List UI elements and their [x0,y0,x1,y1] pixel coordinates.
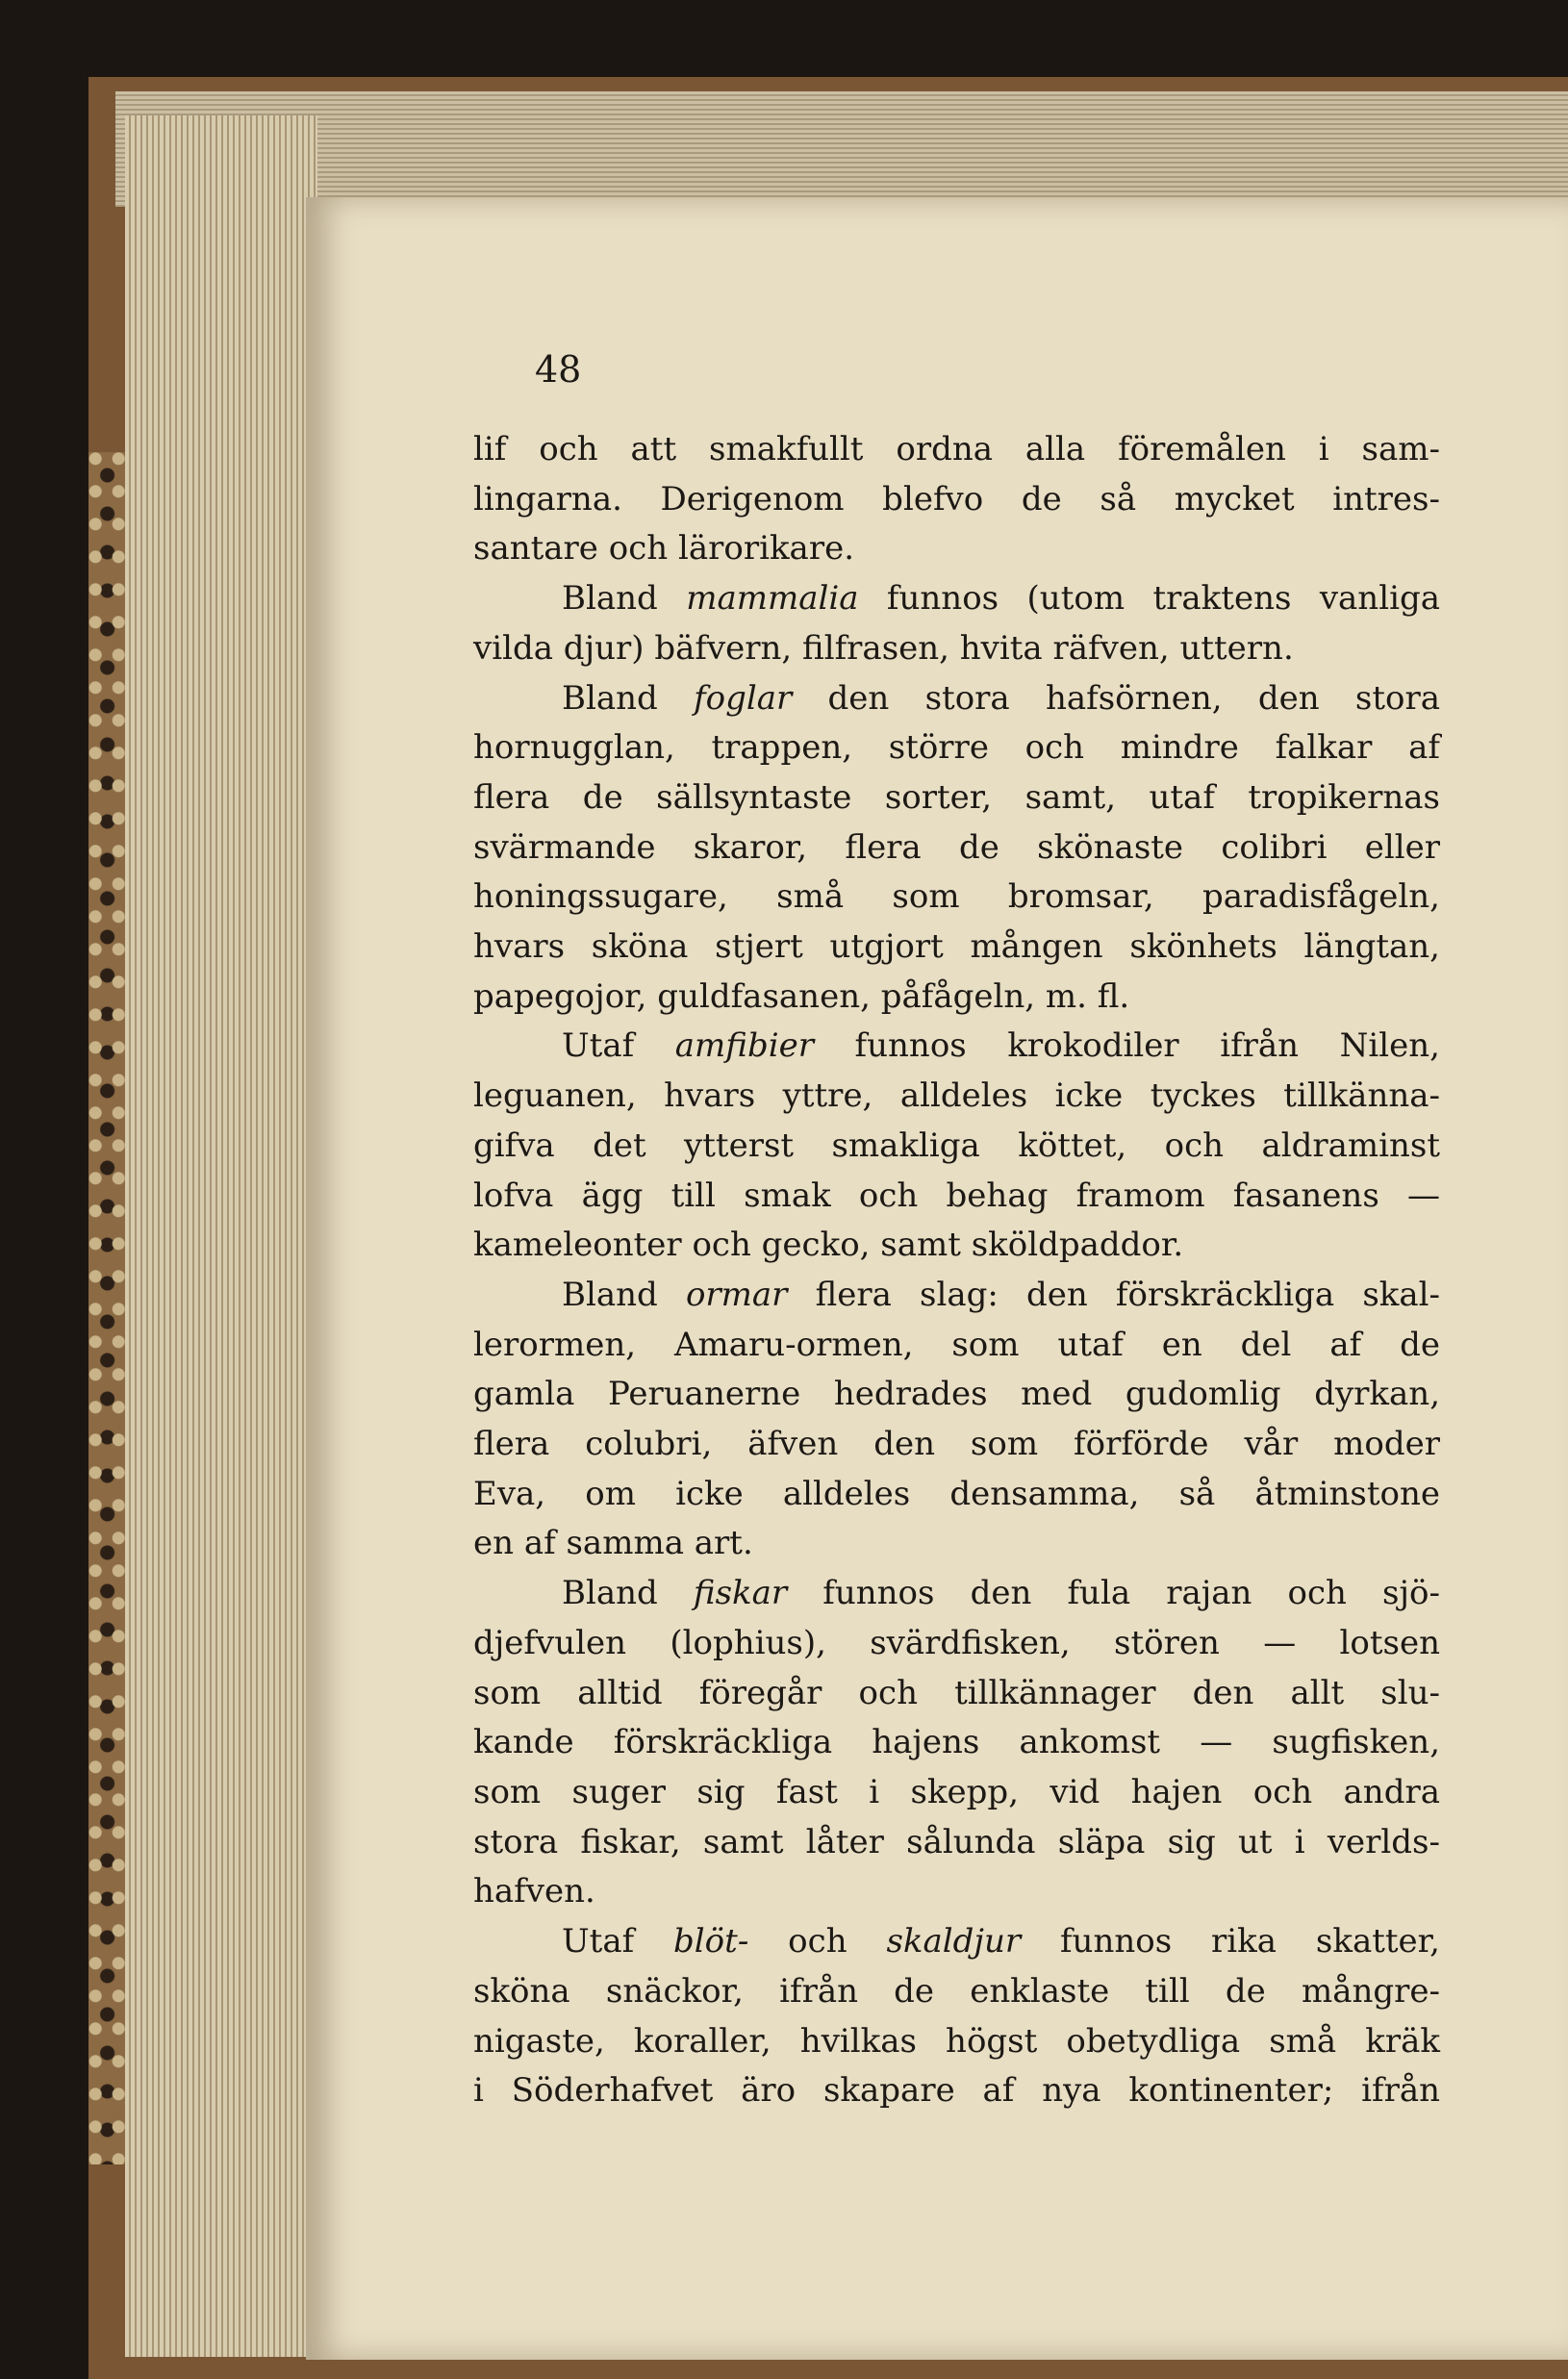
text-span: lif och att smakfullt ordna alla föremålen i sam- [473,430,1440,468]
text-span: och [748,1922,887,1961]
text-line [473,823,1440,873]
text-span: Bland [562,1275,686,1314]
text-span: funnos den fula rajan och sjö- [787,1574,1440,1613]
text-line [473,923,1440,973]
page-number: 48 [535,348,582,391]
text-span: funnos (utom traktens vanliga [858,579,1440,619]
text-line [473,524,1440,574]
text-span: stora fiskar, samt låter sålunda släpa sig ut i verlds- [473,1822,1440,1861]
text-line [473,1768,1440,1818]
text-span: hvars sköna stjert utgjort mången skönhets längtan, [473,927,1440,967]
marbled-edge [89,452,125,2164]
text-span: vilda djur) bäfvern, filfrasen, hvita räfven, uttern. [473,628,1294,668]
text-line [473,1271,1440,1321]
text-span: den stora hafsörnen, den stora [792,678,1440,718]
text-span: santare och lärorikare. [473,529,854,569]
italic-term: amfibier [674,1026,814,1066]
text-span: flera slag: den förskräckliga skal- [787,1275,1441,1314]
text-span: lofva ägg till smak och behag framom fasanens — [473,1176,1440,1215]
italic-term: ormar [685,1275,788,1314]
italic-term: mammalia [686,579,859,619]
text-line [473,1967,1440,2017]
text-line [473,1818,1440,1868]
text-span: en af samma art. [473,1524,753,1563]
text-line [473,773,1440,823]
text-span: papegojor, guldfasanen, påfågeln, m. fl. [473,976,1130,1016]
text-span: i Söderhafvet äro skapare af nya kontinenter; ifrån [473,2071,1440,2111]
text-line [473,1569,1440,1619]
text-span: Bland [562,579,687,619]
text-line [473,1172,1440,1222]
text-line [473,1718,1440,1768]
page-stack-left [125,115,317,2357]
text-span: som suger sig fast i skepp, vid hajen och andra [473,1772,1440,1811]
text-span: hornugglan, trappen, större och mindre falkar af [473,728,1440,768]
text-line [473,1470,1440,1520]
text-span: honingssugare, små som bromsar, paradisfågeln, [473,877,1440,917]
text-line [473,1519,1440,1569]
text-line [473,624,1440,674]
text-line [473,1221,1440,1271]
text-span: Bland [562,678,695,718]
text-span: som alltid föregår och tillkännager den allt slu- [473,1673,1440,1712]
text-span: Eva, om icke alldeles densamma, så åtminstone [473,1474,1440,1513]
italic-term: foglar [694,678,793,718]
text-span: Bland [562,1574,694,1613]
italic-term: fiskar [693,1574,788,1613]
text-line [473,723,1440,773]
text-line [473,1867,1440,1917]
text-span: leguanen, hvars yttre, alldeles icke tyckes tillkänna- [473,1076,1440,1116]
text-span: nigaste, koraller, hvilkas högst obetydliga små kräk [473,2021,1440,2061]
text-span: djefvulen (lophius), svärdfisken, stören — lotsen [473,1623,1440,1662]
text-span: kande förskräckliga hajens ankomst — sugfisken, [473,1723,1440,1762]
text-line [473,574,1440,624]
text-line [473,1122,1440,1172]
text-line [473,873,1440,923]
text-span: lingarna. Derigenom blefvo de så mycket intres- [473,479,1440,519]
text-span: kameleonter och gecko, samt sköldpaddor. [473,1226,1184,1265]
page-stack-top [115,91,1568,207]
text-span: funnos krokodiler ifrån Nilen, [813,1026,1440,1066]
text-span: lerormen, Amaru-ormen, som utaf en del af de [473,1325,1440,1364]
text-line [473,1619,1440,1669]
text-line [473,475,1440,525]
text-line [473,1917,1440,1967]
text-line [473,2066,1440,2116]
text-span: hafven. [473,1872,595,1911]
text-span: gamla Peruanerne hedrades med gudomlig dyrkan, [473,1375,1440,1414]
text-line [473,973,1440,1023]
text-span: Utaf [562,1922,674,1961]
text-span: svärmande skaror, flera de skönaste colibri eller [473,827,1440,867]
text-line [473,1420,1440,1470]
text-line [473,1321,1440,1371]
text-line [473,1022,1440,1072]
italic-term: skaldjur [886,1922,1022,1961]
body-text [473,425,1440,2116]
italic-term: blöt- [673,1922,749,1961]
text-span: flera colubri, äfven den som förförde vår moder [473,1425,1440,1464]
text-span: gifva det ytterst smakliga köttet, och aldraminst [473,1126,1440,1165]
text-line [473,2017,1440,2067]
text-line [473,1669,1440,1719]
text-span: sköna snäckor, ifrån de enklaste till de mångre- [473,1971,1440,2011]
text-span: Utaf [562,1026,675,1066]
text-span: funnos rika skatter, [1021,1922,1440,1961]
text-line [473,425,1440,475]
text-line [473,674,1440,724]
text-line [473,1072,1440,1122]
text-line [473,1370,1440,1420]
text-span: flera de sällsyntaste sorter, samt, utaf tropikernas [473,777,1440,817]
